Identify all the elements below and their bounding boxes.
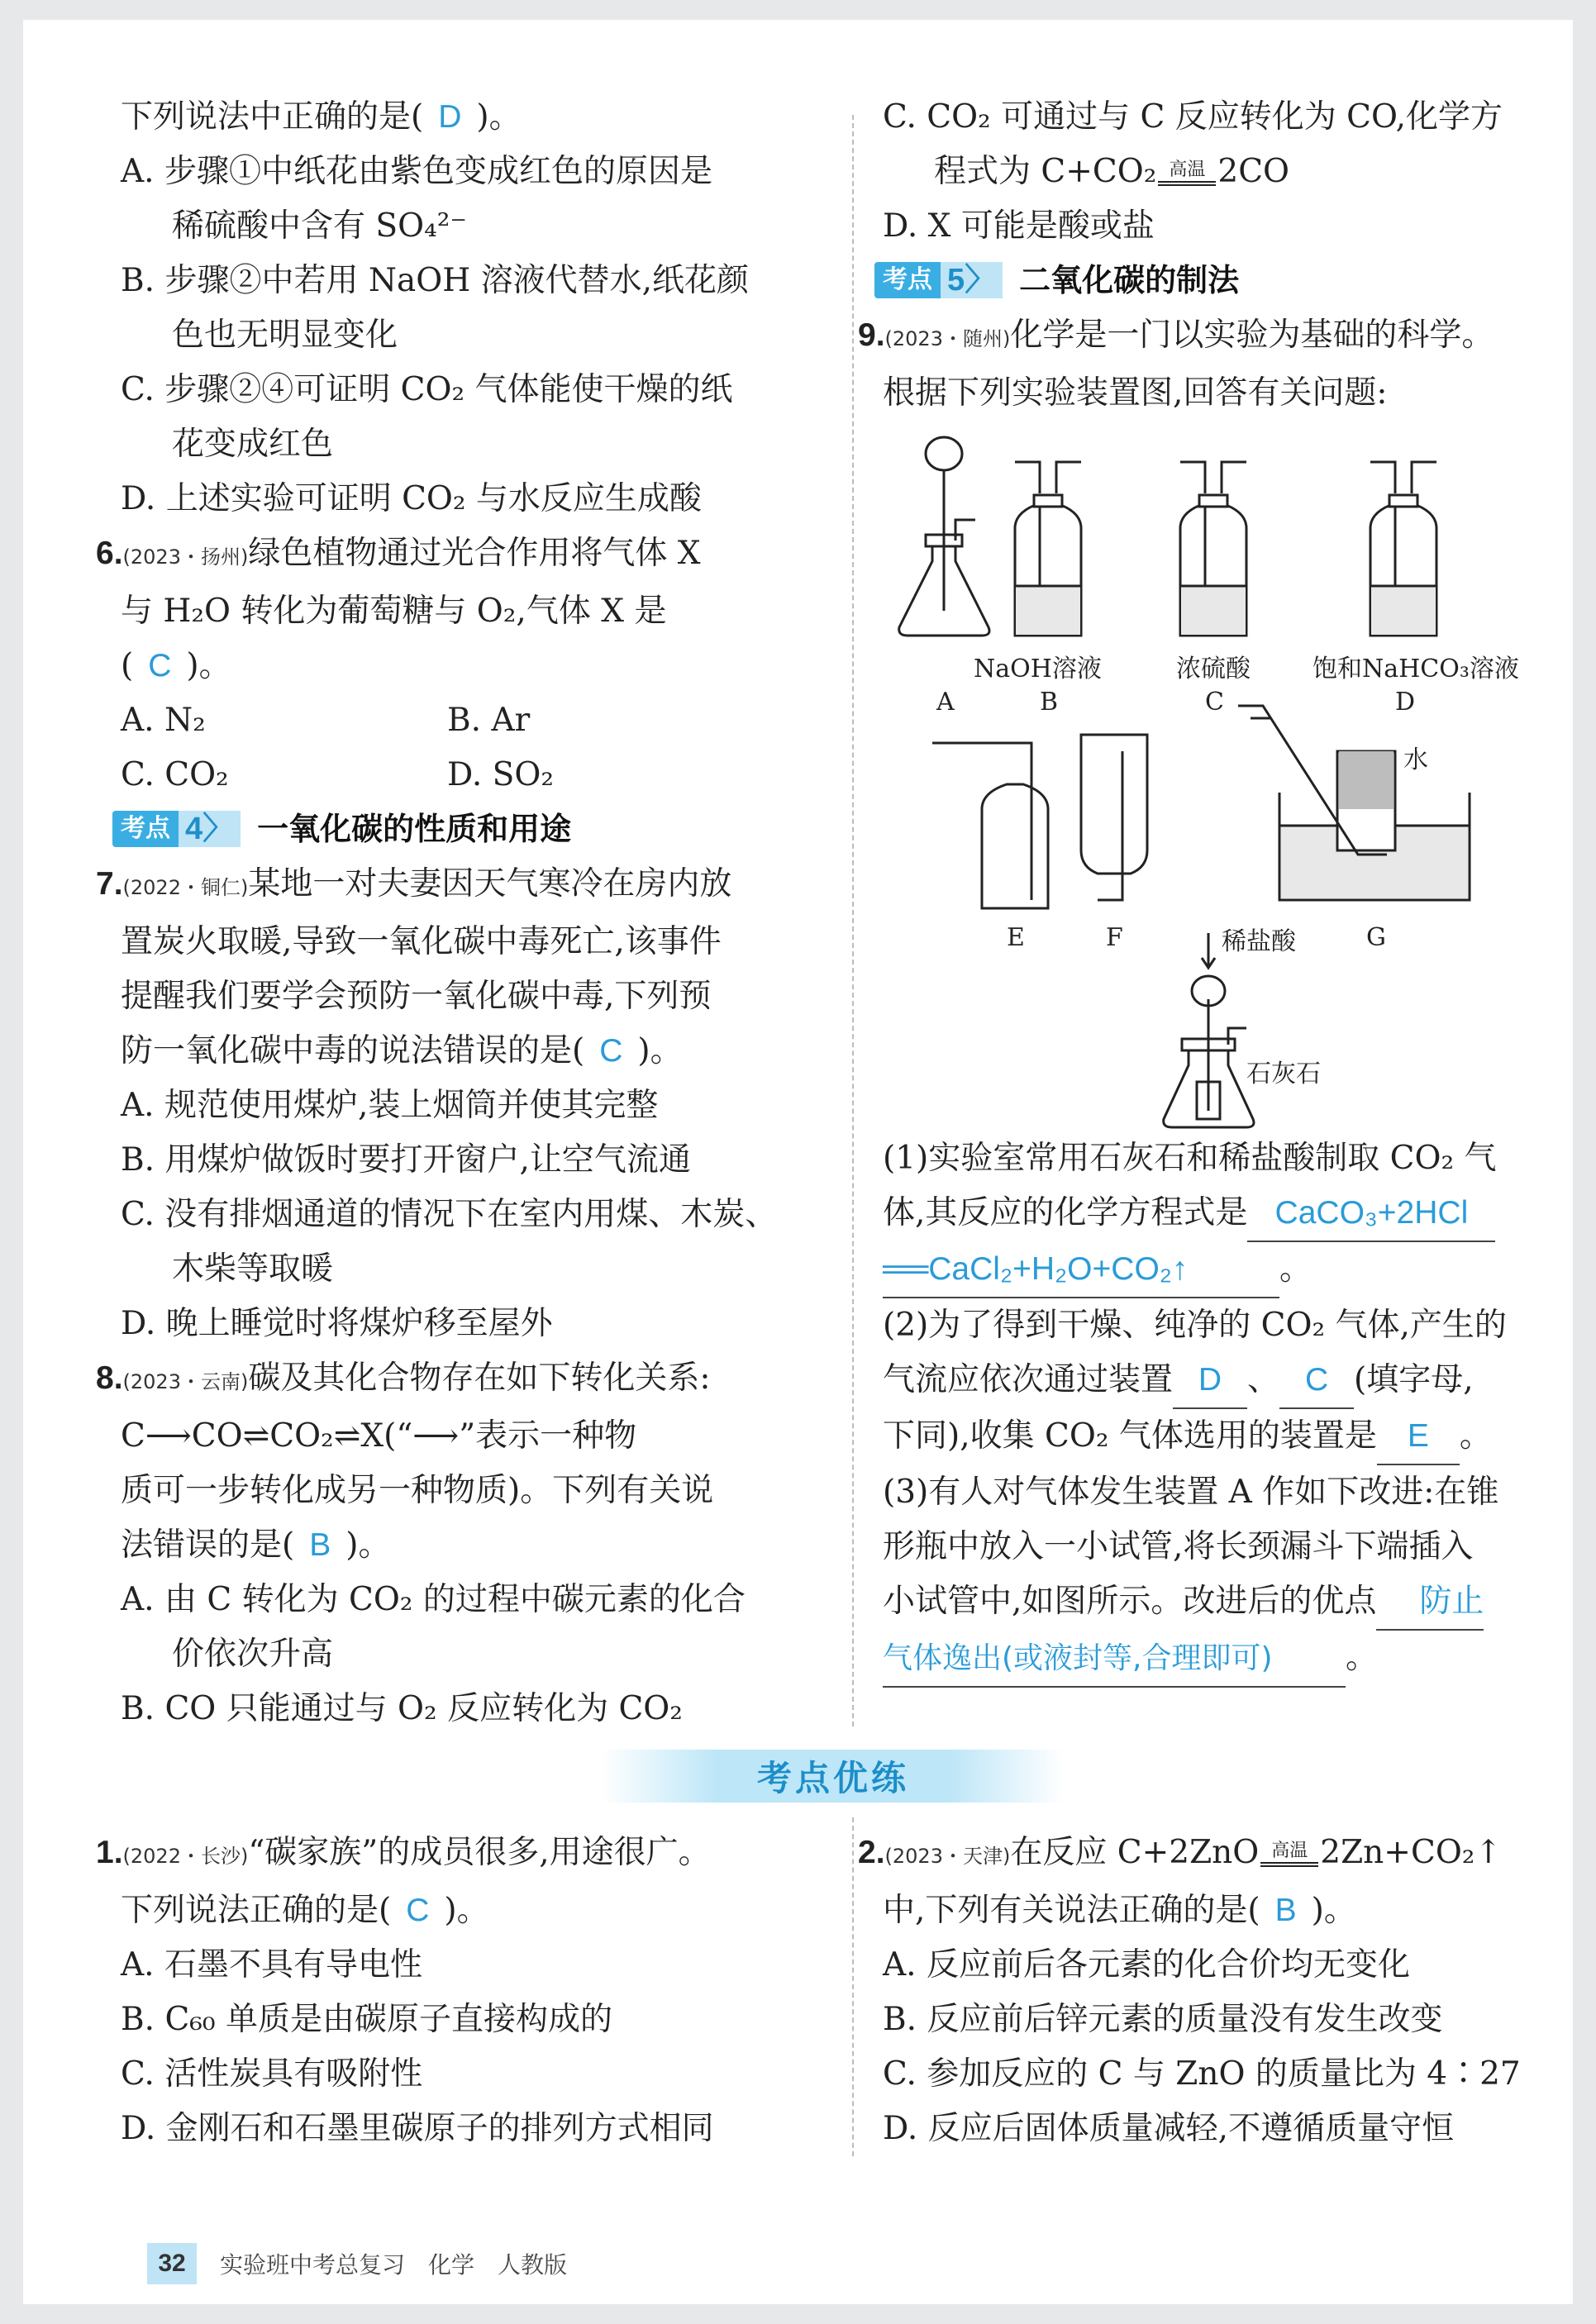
- p1-line-1: 1.(2022・长沙)“碳家族”的成员很多,用途很广。: [96, 1834, 711, 1871]
- q5-option-b: B. 步骤②中若用 NaOH 溶液代替水,纸花颜: [121, 262, 750, 299]
- p2-answer: B: [1274, 1893, 1297, 1928]
- p2-reaction-condition: 高温: [1260, 1842, 1318, 1867]
- column-divider: [852, 115, 854, 1726]
- practice-q2: [858, 1826, 1569, 2156]
- q9-2-answer-3: E: [1377, 1409, 1460, 1465]
- reaction-condition: 高温: [1158, 161, 1216, 186]
- page-number: 32: [147, 2243, 197, 2284]
- p1-option-a: A. 石墨不具有导电性: [121, 1946, 422, 1983]
- q6-options-row-1: A. N₂ B. Ar: [121, 702, 531, 739]
- q5-answer: D: [438, 99, 462, 135]
- section-banner-title: 考点优练: [756, 1758, 909, 1798]
- p2-line-2: 中,下列有关说法正确的是( B )。: [883, 1892, 1356, 1929]
- apparatus-f-bottle: [1081, 735, 1147, 900]
- p2-option-d: D. 反应后固体质量减轻,不遵循质量守恒: [883, 2110, 1455, 2147]
- label-d-liquid: 饱和NaHCO₃溶液: [1313, 655, 1519, 683]
- q7-option-a: A. 规范使用煤炉,装上烟筒并使其完整: [121, 1087, 659, 1124]
- q6-options-row-2: C. CO₂ D. SO₂: [121, 756, 554, 793]
- q9-1-answer-part-2: ══CaCl₂+H₂O+CO₂↑: [883, 1242, 1279, 1298]
- p1-answer: C: [406, 1893, 430, 1928]
- q9-3-line-2: 形瓶中放入一小试管,将长颈漏斗下端插入: [883, 1528, 1474, 1565]
- label-acid: 稀盐酸: [1222, 927, 1296, 956]
- q9-1-line-3: ══CaCl₂+H₂O+CO₂↑ 。: [883, 1242, 1557, 1298]
- page: [23, 20, 1573, 2304]
- q9-3-answer-part-1: 防止: [1376, 1574, 1484, 1631]
- apparatus-d-bottle: [1370, 462, 1436, 636]
- q5-stem: 下列说法中正确的是( D )。: [121, 98, 522, 136]
- apparatus-a-flask: [899, 437, 989, 636]
- q9-2-answer-2: C: [1279, 1353, 1354, 1409]
- label-c-liquid: 浓硫酸: [1176, 655, 1251, 683]
- q5-option-d: D. 上述实验可证明 CO₂ 与水反应生成酸: [121, 480, 702, 517]
- p1-line-2: 下列说法正确的是( C )。: [121, 1892, 489, 1929]
- q9-3-line-3: 小试管中,如图所示。改进后的优点 防止: [883, 1574, 1557, 1631]
- p1-option-c: C. 活性炭具有吸附性: [121, 2055, 423, 2093]
- edition: 人教版: [498, 2251, 568, 2279]
- q9-1-line-2: 体,其反应的化学方程式是 CaCO₃+2HCl: [883, 1186, 1557, 1242]
- p2-option-b: B. 反应前后锌元素的质量没有发生改变: [883, 2001, 1443, 2038]
- q9-2-line-2: 气流应依次通过装置 D 、 C (填字母,: [883, 1353, 1557, 1409]
- q7-option-c: C. 没有排烟通道的情况下在室内用煤、木炭、: [121, 1196, 778, 1233]
- q8-option-a-cont: 价依次升高: [172, 1636, 334, 1673]
- q9-2-answer-1: D: [1173, 1353, 1247, 1409]
- q9-2-line-1: (2)为了得到干燥、纯净的 CO₂ 气体,产生的: [883, 1307, 1507, 1344]
- label-water: 水: [1403, 745, 1428, 774]
- label-b-liquid: NaOH溶液: [974, 655, 1102, 683]
- p2-line-1: 2.(2023・天津)在反应 C+2ZnO 高温 2Zn+CO₂↑: [858, 1834, 1503, 1871]
- q7-answer: C: [599, 1033, 623, 1069]
- p1-option-d: D. 金刚石和石墨里碳原子的排列方式相同: [121, 2110, 714, 2147]
- q8-option-a: A. 由 C 转化为 CO₂ 的过程中碳元素的化合: [121, 1581, 746, 1618]
- label-d: D: [1395, 688, 1416, 717]
- apparatus-c-bottle: [1180, 462, 1246, 636]
- p2-option-c: C. 参加反应的 C 与 ZnO 的质量比为 4∶27: [883, 2055, 1521, 2093]
- q7-line-4: 防一氧化碳中毒的说法错误的是( C )。: [121, 1032, 683, 1069]
- q9-2-line-3: 下同),收集 CO₂ 气体选用的装置是 E 。: [883, 1409, 1557, 1465]
- q7-option-d: D. 晚上睡觉时将煤炉移至屋外: [121, 1305, 553, 1342]
- book-title: 实验班中考总复习: [220, 2251, 406, 2279]
- q9-line-2: 根据下列实验装置图,回答有关问题:: [883, 374, 1388, 412]
- apparatus-diagram-space: [883, 421, 1557, 1131]
- q7-option-b: B. 用煤炉做饭时要打开窗户,让空气流通: [121, 1141, 691, 1179]
- q8-answer: B: [309, 1527, 331, 1563]
- lower-column-divider: [852, 1817, 854, 2156]
- label-b: B: [1040, 688, 1059, 717]
- q9-line-1: 9.(2023・随州)化学是一门以实验为基础的科学。: [858, 317, 1494, 354]
- left-column: [96, 90, 831, 1736]
- q9-1-line-1: (1)实验室常用石灰石和稀盐酸制取 CO₂ 气: [883, 1140, 1497, 1177]
- apparatus-g-trough: [1238, 706, 1470, 900]
- q5-option-b-cont: 色也无明显变化: [172, 317, 398, 354]
- q5-option-c-cont: 花变成红色: [172, 426, 334, 463]
- apparatus-b-bottle: [1015, 462, 1081, 636]
- label-g: G: [1366, 923, 1386, 952]
- page-footer: [147, 2243, 590, 2284]
- q7-line-1: 7.(2022・铜仁)某地一对夫妻因天气寒冷在房内放: [96, 865, 732, 902]
- label-stone: 石灰石: [1246, 1060, 1321, 1088]
- q9-1-answer-part-1: CaCO₃+2HCl: [1247, 1186, 1495, 1242]
- apparatus-improved-flask: [1164, 933, 1254, 1127]
- q5-option-a: A. 步骤①中纸花由紫色变成红色的原因是: [121, 153, 712, 190]
- label-c: C: [1205, 688, 1224, 717]
- q5-option-c: C. 步骤②④可证明 CO₂ 气体能使干燥的纸: [121, 371, 733, 408]
- label-f: F: [1106, 923, 1123, 952]
- q8-line-2: C⟶CO⇌CO₂⇌X(“⟶”表示一种物: [121, 1417, 637, 1455]
- apparatus-e-bottle: [932, 743, 1048, 908]
- q7-line-3: 提醒我们要学会预防一氧化碳中毒,下列预: [121, 978, 712, 1015]
- subject: 化学: [428, 2251, 475, 2279]
- q9-3-line-4: 气体逸出(或液封等,合理即可) 。: [883, 1631, 1557, 1688]
- kaodian-4-heading: 考点 4〉 一氧化碳的性质和用途: [112, 804, 831, 854]
- q9-3-answer-part-2: 气体逸出(或液封等,合理即可): [883, 1631, 1346, 1688]
- q9-3-line-1: (3)有人对气体发生装置 A 作如下改进:在锥: [883, 1474, 1499, 1511]
- label-a: A: [936, 688, 955, 717]
- q8-option-c-equation: 程式为 C+CO₂ 高温 2CO: [934, 153, 1290, 190]
- q8-line-3: 质可一步转化成另一种物质)。下列有关说: [121, 1472, 714, 1509]
- label-e: E: [1007, 923, 1025, 952]
- q8-option-b: B. CO 只能通过与 O₂ 反应转化为 CO₂: [121, 1690, 683, 1727]
- apparatus-diagram: [883, 421, 1560, 1131]
- q6-stem-2: 与 H₂O 转化为葡萄糖与 O₂,气体 X 是: [121, 593, 667, 630]
- kaodian-5-heading: 考点 5〉 二氧化碳的制法: [874, 255, 1557, 305]
- practice-q1: [96, 1826, 848, 2156]
- q8-option-d: D. X 可能是酸或盐: [883, 207, 1155, 245]
- q8-line-4: 法错误的是( B )。: [121, 1526, 391, 1564]
- q6-answer: C: [148, 648, 172, 683]
- q7-line-2: 置炭火取暖,导致一氧化碳中毒死亡,该事件: [121, 923, 722, 960]
- q6-stem-3: ( C )。: [121, 647, 231, 684]
- q5-option-a-cont: 稀硫酸中含有 SO₄²⁻: [172, 207, 467, 245]
- right-column: [858, 90, 1557, 1688]
- q8-option-c: C. CO₂ 可通过与 C 反应转化为 CO,化学方: [883, 98, 1503, 136]
- q8-line-1: 8.(2023・云南)碳及其化合物存在如下转化关系:: [96, 1360, 711, 1397]
- q7-option-c-cont: 木柴等取暖: [172, 1250, 334, 1288]
- section-banner: [602, 1750, 1065, 1803]
- p2-option-a: A. 反应前后各元素的化合价均无变化: [883, 1946, 1410, 1983]
- p1-option-b: B. C₆₀ 单质是由碳原子直接构成的: [121, 2001, 612, 2038]
- q6-stem-1: 6.(2023・扬州)绿色植物通过光合作用将气体 X: [96, 535, 701, 572]
